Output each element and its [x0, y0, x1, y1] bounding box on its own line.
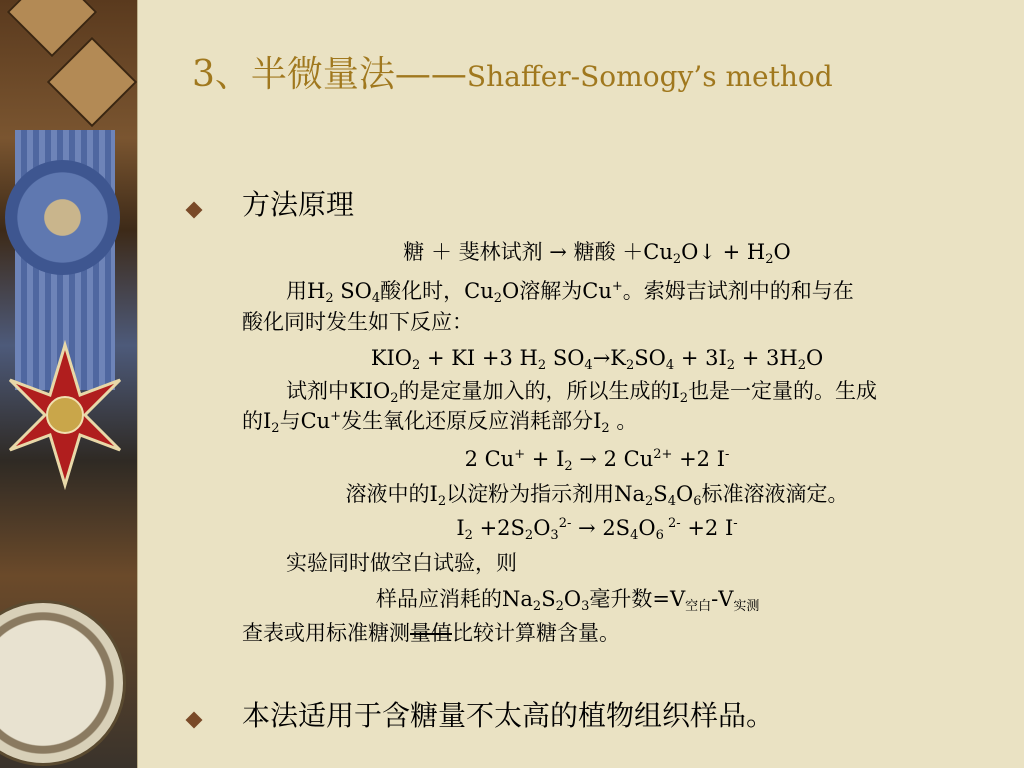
section-heading-principle: 方法原理	[242, 188, 355, 221]
tile-decoration	[47, 37, 137, 128]
bullet-diamond-icon	[186, 202, 203, 219]
decorative-sidebar-image	[0, 0, 137, 768]
compass-decoration	[0, 600, 126, 766]
reaction-line-4: $I_2 +2S_2O_3^{2-} \to 2S_4O_6$ $^{2-}$ +2 I-	[456, 516, 738, 543]
formula-line: 样品应消耗的$Na_2S_2O_3$毫升数$=V_{空白}-V_{实测}$	[376, 587, 760, 614]
sidebar-divider	[137, 0, 138, 768]
paragraph-1-line-1: 用$H_2$ $SO_4$酸化时，$Cu_2O$溶解为Cu+。索姆吉试剂中的和与在	[286, 279, 854, 306]
reaction-line-3: 2 $Cu^+ + I_2 \to 2$ $Cu^{2+} +2$ I-	[464, 447, 730, 474]
slide-title: 3、半微量法——Shaffer-Somogy’s method	[192, 54, 833, 95]
section-heading-applicability: 本法适用于含糖量不太高的植物组织样品。	[242, 699, 775, 732]
bullet-diamond-icon	[186, 712, 203, 729]
paragraph-2-line-2: 的$I_2$与Cu+发生氧化还原反应消耗部分$I_2$ 。	[242, 409, 638, 436]
paragraph-2-line-1: 试剂中$KIO_2$的是定量加入的，所以生成的$I_2$也是一定量的。生成	[286, 379, 878, 406]
paragraph-4: 实验同时做空白试验，则	[286, 551, 517, 575]
paragraph-5: 查表或用标准糖测量值比较计算糖含量。	[242, 621, 620, 645]
reaction-line-2: $KIO_2$ + KI +3 $H_2$ $SO_4\to K_2SO_4 + 3I_2 + 3H_2O$	[370, 346, 824, 373]
paragraph-3: 溶液中的$I_2$以淀粉为指示剂用$Na_2S_4O_6$标准溶液滴定。	[345, 482, 849, 509]
reaction-line-1: 糖 ＋ 斐林试剂 → 糖酸 $+Cu_2O↓ + H_2O$	[403, 240, 791, 267]
paragraph-1-line-2: 酸化同时发生如下反应：	[242, 310, 473, 334]
medal-cross-icon	[5, 340, 125, 490]
rosette-decoration	[5, 160, 120, 275]
